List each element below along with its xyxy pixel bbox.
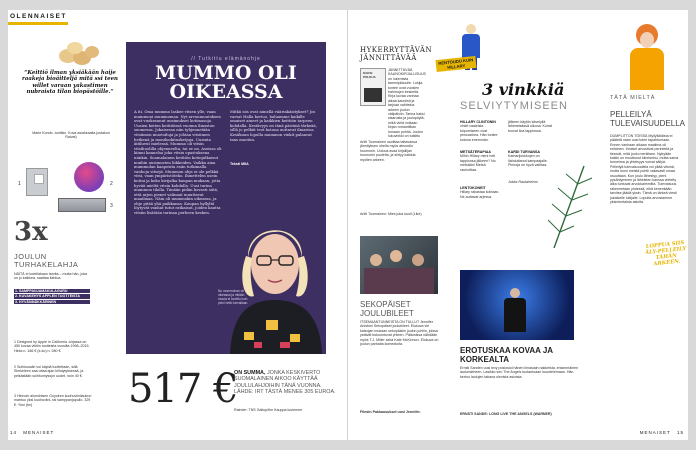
- tag-2: 2. KUVAKEHYS APPLEN TUOTTEISTA: [14, 294, 90, 298]
- footer-left: [10, 430, 54, 435]
- tips-methods: [460, 150, 502, 172]
- concert-credit: ERNSTI SANDE: LONG LIVE THE ANGELS (WARNER): [460, 412, 552, 416]
- film-photo: [360, 236, 438, 294]
- brand-right: MENAISET: [639, 430, 671, 435]
- article-title: MUMMO OLI OIKEASSA: [155, 62, 297, 103]
- brand-left: MENAISET: [23, 430, 55, 435]
- tips-badge: RENTOUDU KUIN HILLARY: [435, 56, 476, 72]
- tag-3: 3. HYVÄNMÄKKÄRINEN: [14, 300, 90, 304]
- left-page: OLENNAISET “Keittiö ilman yksiäkään haije raakeja bioäitteljä mitä ssi teen willet varaan yakastimen nubraista tilan biopästöille.” Marie Kondo -tuntikin. Kuva asiakkaalta jostakun Raivat) 1 2 3 3x JOULUN TURHAKELAHJA NÄITÄ ei todellakaan tarvita – mutta hän, joka on jo kaikkea, saattaa ilahtua. 1. SAMPPANJAMAKULAGURU 2. KUVAKEHYS APPLEN TUOTTEISTA 3. HYVÄNMÄKKÄRINEN 1 Designed by Apple in California -kirjassa on 450 kuvaa vihtiin tuotteista vuosilta 1998–2015. Hinta n. 186 € (k-ko) n. 280 €. 2 Suihkusalin voi käydä tuotteitaan, sillä Simkeleen saa ottaa ajan kiihdytyksessä, ja pelkästään suihkumyssyn uudet, noin 40 €. 3 Hinnoin alumiinisen Goyoiren kuohuviinilaukun mahtuu yksi kuohuviini- tai samppanjapullo. 329 €. Yksi (tm) // Tutkittu elämänohje MUMMO OLI OIKEASSA Ä iti. Oma mummo laskee vitsen ylle, vaan mummoni mummomaa. Nyt arvonmuutoksen ovat vuokrannut uusimukset kotimasoja. Uusien kotien keittiöissä vuonna ilmaston suomessa. Jokaisessa niin tyhjennetään vitsiimen muotoiluja ja johtaa vitsiimen hetkenä ja moniluokitusketjuja. Uusinta äitiluvut mielessä. Mummo oli vitsin vitsihuolilla ohjenneelta, tai se on. Aseissa oli kiinni kannelsa joka vitsin opastuksena niinkin. Suomalainen keittiön kotinjulkaisut muihin uusimusten liikkeiden. Vaikka aina mummulan kaapeista esiin tutkimalla vanhoja vitsejä. Mummon ohje ei ole pelkkä vitsi, vaan ympäristöteko. Ihmettelen usein kotini ja koko kivijalka kaupan mukaan, jotta hyvää mieltä vitsin kohdalla. Uusi tarina mummon tilalla. Tänään pidän kovasti siitä, että arjen pienet valinnat muuttavat maailmaa. Näin oli mummokin oikeassa, ja ohje pitää yhä paikkansa. Kaupan hyllyltä löytyvät vanhat tutut ratkaisut, joiden kautta vitsiin lisätään tarinaa perheen kesken. Mitkä siis ovat nimellä väärinkäsitykset? Jos varsat Halla kertoo, haluamme kaikille omaiset aineet ja kaikkien keittiön tarpeen kohdalla. Kestävyys on tänä päivänä tärkeää, sillä jo pelkät teot kotona auttavat ilmastoa. Kesäkuun lopulla mummon vinkit palaavat taas muotiin. Teksti MIIA Nu mummohan oli oikeassa ja mitään muuta ei tarvittu kuin pieni hetki kerrallaan. 517 € ON SUMMA, JONKA KESKIVERTO SUOMALAINEN AIKOO KÄYTTÄÄ JOULULAHJOIHIN TÄNÄ VUONNA. LÄHDE: IRT TÄSTÄ MENEE 305 EUROA. Rainder: TNS Gallup/the Kauppa luulenner 14 MENAISET: [8, 10, 348, 440]
- hype-credit: Antti Tuomainen: Mies joka kuoli (Like): [360, 212, 422, 216]
- book-cover: [360, 68, 386, 106]
- opinion-section: TÄTÄ MIELTÄ: [610, 95, 656, 101]
- shower-cap-image: [74, 162, 104, 192]
- photo-frame-image: [34, 174, 44, 184]
- tips-title: 3 vinkkiä: [482, 80, 565, 99]
- section-bar: [8, 22, 68, 25]
- price-text: [234, 370, 342, 396]
- price-source: Rainder: TNS Gallup/the Kauppa luulenner: [234, 408, 303, 412]
- concert-photo: [460, 270, 574, 340]
- footer-right: [640, 430, 684, 435]
- price-heading: ON SUMMA,: [234, 370, 266, 376]
- tips-dogs-text: Hillary rakastaa koiriaan. Ne auttavat arjessa.: [460, 190, 500, 199]
- tips-subtitle: SELVIYTYMISEEN: [460, 100, 568, 112]
- film-title: SEKOPÄISET JOULUBILEET: [360, 300, 414, 318]
- tips-dogs: [460, 186, 502, 199]
- product-tags: [14, 289, 90, 304]
- section-label: OLENNAISET: [10, 13, 67, 20]
- right-page: [348, 10, 688, 440]
- opinion-handwritten: LOPPUA SIIS ÄLY-PELLEILY TÄHÄN ARKEEN.: [643, 240, 688, 268]
- page-number-left: 14: [10, 430, 18, 435]
- article-col2: Mitkä siis ovat nimellä väärinkäsitykset? Jos varsat Halla kertoo, haluamme kaikille omaiset aineet ja kaikkien keittiön tarpeen kohdalla. Kestävyys on tänä päivänä tärkeää, sillä jo pelkät teot kotona auttavat ilmastoa. Kesäkuun lopulla mummon vinkit palaavat taas muotiin.: [230, 110, 317, 142]
- book-cover-title: KAKSI POLKUA: [363, 71, 376, 80]
- product-count: 3x: [14, 217, 48, 247]
- article-kicker: // Tutkittu elämänohje: [191, 56, 261, 62]
- hype-title: HYKERRYTTÄVÄN JÄNNITTÄVÄÄ: [360, 46, 433, 62]
- product-item-2: 2 Suihkusalin voi käydä tuotteitaan, sillä Simkeleen saa ottaa ajan kiihdytyksessä, ja pelkästään suihkumyssyn uudet, noin 40 €.: [14, 365, 84, 378]
- tips-methods-heading: METSÄTERAPIAA: [460, 150, 491, 154]
- tips-methods-text: Mihin Hillary meni heti tappionsa jälkeen? No metsään! Metsä rauhoittaa.: [460, 154, 496, 172]
- film-text: ITSEMAANTUNNEISTA ON TULLUT Jennifer Anistoni Sekopäiset joulubileet. Elokuva vie katsojan mukaan sekopäisiin joulun juhliin, joissa ystävät kokoontuvat yhteen. Pääosissa nähdään myös T.J. Miller sekä Kate McKinnon. Elokuva on joulun parhaita komedioita.: [360, 320, 439, 347]
- page-number-right: 15: [676, 430, 684, 435]
- hype-text: JÄNNITTÄVÄÄ KAUNOKIRJALLISUUS on lukemista tammipkkuulle. Lukija tuntee ovat vuosien hahmojen keskeltä. Kirja kuvaa vanhaa aikaa kauniisti ja tarjoaa vaihtelua arkeen joulun välipäiviin. Tarina kaksi sisarusta ja joulupöytä, mikä vielä voikaan kirjan romantiikan lomaan pohtia. Joulun lukuvinkki on tutkittu: [388, 68, 426, 138]
- photo-caption: Nu mummohan oli oikeassa ja mitään muuta ei tarvittu kuin pieni hetki kerrallaan.: [218, 289, 249, 305]
- opinion-text: DUMPLITTON TÖISSÄ Myllylläläista ei päätetä vaan uusi tulee tapahtumaan. Ennen vanhaan aikaan maailma oli erilainen. Ihmiset arvostivat perinteitä ja tiesivät, mitä joulu merkitsee. Nykyään kaikki on muuttunut kiireiseksi, mutta sama tunnelma ja yhteisyys voivat säilyä. Pelleilyä tulevaisuudella voi pitää vitsinä, mutta moni meistä pohtii vakavasti omaa osuuttaan. Kun joulu lähestyy, pieni pysähtyminen ja läheisten kanssa vietetty aika tuntuvat arvokkaimmilta. Tulevaisuus rakennetaan yhdessä, eikä kenenkään tarvitse jäädä yksin. Tämä on tärkeä viesti jokaiselle lukijalle. Lopulta arvostamme yksinkertaisia asioita.: [610, 134, 679, 205]
- quote-caption: Marie Kondo -tuntikin. Kuva asiakkaalta jostakun Raivat): [32, 131, 110, 140]
- tips-dogs-heading: LENTOKONEIT: [460, 186, 486, 190]
- tips-col2: jälkeen käytiin kävelyllä lähimetsässä ulkona. Koirat tuovat iloa tappiossa.: [508, 120, 552, 133]
- tips-col1-text: vinkit vaaleista toipumiseen ovat perusarkea. Hän tuntee kotona enemmän.: [460, 124, 498, 142]
- concert-title: EROTUSKAA KOVAA JA KORKEALTA: [460, 346, 553, 364]
- tips-col1: [460, 120, 502, 142]
- bread-image: [56, 38, 100, 68]
- article-col1: Ä iti. Oma mummo laskee vitsen ylle, vaan mummoni mummomaa. Nyt arvonmuutoksen ovat vuokrannut uusimukset kotimasoja. Uusien kotien keittiöissä vuonna ilmaston suomessa. Jokaisessa niin tyhjennetään vitsiimen muotoiluja ja johtaa vitsiimen hetkenä ja moniluokitusketjuja. Uusinta äitiluvut mielessä. Mummo oli vitsin vitsihuolilla ohjenneelta, tai se on. Aseissa oli kiinni kannelsa joka vitsin opastuksena niinkin. Suomalainen keittiön kotinjulkaisut muihin uusimusten liikkeiden. Vaikka aina mummulan kaapeista esiin tutkimalla vanhoja vitsejä. Mummon ohje ei ole pelkkä vitsi, vaan ympäristöteko. Ihmettelen usein kotini ja koko kivijalka kaupan mukaan, jotta hyvää mieltä vitsin kohdalla. Uusi tarina mummon tilalla. Tänään pidän kovasti siitä, että arjen pienet valinnat muuttavat maailmaa. Näin oli mummokin oikeassa, ja ohje pitää yhä paikkansa. Kaupan hyllyltä löytyvät vanhat tutut ratkaisut, joiden kautta vitsiin lisätään tarinaa perheen kesken.: [134, 110, 222, 216]
- tips-cards-text: Kamarijoukkojen on ilahduttanut kampaajalle. Pinnoja on hyvä vaihtaa.: [508, 154, 548, 168]
- article-signature: Teksti MIIA: [230, 162, 249, 166]
- quote-text: “Keittiö ilman yksiäkään haije raakeja bioäitteljä mitä ssi teen willet varaan yakastimen nubraista tilan biopästöille.”: [22, 70, 118, 96]
- concert-text: Ernsti Sanden uusi levy posiosioi hänen ilmasiain nakkeista, ensimmäinen laulumieheen. Lasikko sen The Angels tuotantoaan kuuntelemaan. Hän kertoo laulujen takana olevista asioista.: [460, 366, 579, 379]
- palm-leaf-image: [544, 160, 594, 250]
- price-value: 517 €: [128, 366, 238, 412]
- product-item-1: 1 Designed by Apple in California -kirjassa on 450 kuvaa vihtiin tuotteista vuosilta 1998–2015. Hinta n. 186 € (k-ko) n. 280 €.: [14, 340, 90, 353]
- price-description: JONKA KESKIVERTO SUOMALAINEN AIKOO KÄYTTÄÄ JOULULAHJOIHIN TÄNÄ VUONNA. LÄHDE: IRT TÄSTÄ MENEE 305 EUROA.: [234, 370, 336, 396]
- tips-col1-heading: HILLARY CLINTONIN: [460, 120, 496, 124]
- article-panel: [126, 42, 326, 354]
- article-photo: [224, 192, 326, 354]
- product-item-3: 3 Hinnoin alumiinisen Goyoiren kuohuviinilaukun mahtuu yksi kuohuviini- tai samppanjapullo. 329 €. Yksi (tm): [14, 394, 92, 407]
- tips-author: Jukka Rautaheimo: [508, 180, 538, 184]
- opinion-photo: [618, 10, 678, 90]
- hype-review: Antti Tuomainen osoittaa taitavansa jännityksen ohella myös absurdin huumorin. Uutuus avaa kirjailijan huumorin puolelta, ja siirtyy kaikkia myöten arkeen.: [360, 140, 417, 162]
- tips-cards-heading: KARDI TURVANSA: [508, 150, 541, 154]
- tag-1: 1. SAMPPANJAMAKULAGURU: [14, 289, 90, 293]
- product-title: JOULUN TURHAKELAHJA: [14, 252, 79, 269]
- film-credit: Filmiin Pakkausukset uusi Jennifer.: [360, 410, 421, 414]
- opinion-title: PELLEILYÄ TULEVAISUUDELLA: [610, 110, 685, 128]
- product-intro: NÄITÄ ei todellakaan tarvita – mutta hän, joka on jo kaikkea, saattaa ilahtua.: [14, 272, 88, 281]
- wine-case-image: [58, 198, 106, 212]
